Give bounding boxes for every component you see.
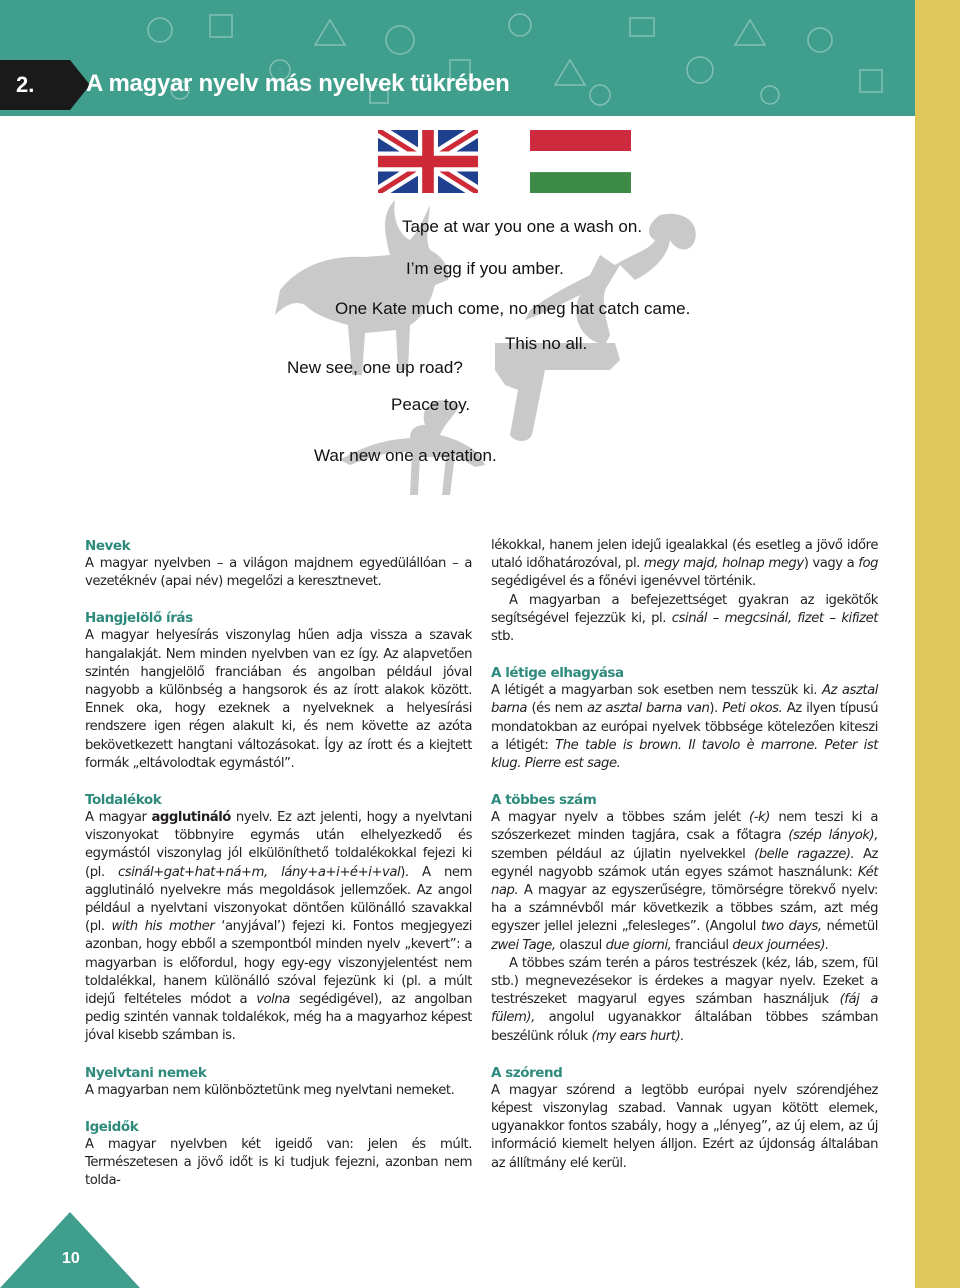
flag-uk-icon <box>378 130 478 193</box>
section-heading: A szórend <box>491 1064 563 1081</box>
header-pattern-decoration <box>120 0 915 116</box>
paragraph: A létigét a magyarban sok esetben nem tesszük ki. Az asztal barna (és nem az asztal barna van). Peti okos. Az ilyen típusú mondatokban az európai nyelvek többsége kötelezően kiteszi a létigét: The table is brown. Il tavolo è marrone. Peter ist klug. Pierre est sage. <box>491 683 879 772</box>
flag-hungary-icon <box>530 130 631 193</box>
paragraph: A magyarban nem különböztetünk meg nyelvtani nemeket. <box>85 1082 455 1098</box>
left-text-column <box>85 537 472 1190</box>
paragraph: A magyar nyelvben – a világon majdnem egyedülállóan – a vezetéknév (apai név) megelőzi a keresztnevet. <box>85 556 472 590</box>
section-heading: A többes szám <box>491 792 597 809</box>
paragraph: A magyarban a befejezettséget gyakran az igekötők segítségével fejezzük ki, pl. csinál – megcsinál, fizet – kifizet stb. <box>491 592 878 645</box>
paragraph: A magyar agglutináló nyelv. Ez azt jelenti, hogy a nyelvtani viszonyokat többnyire egymás után elhelyezkedő és egymástól viszonylag jól elkülöníthető toldalékokkal fejezi ki (pl. csinál+gat+hat+ná+m, lány+a+i+é+i+val). A nem agglutináló nyelvekre más megoldások jellemzőek. Az angol például a nyelvtani viszonyokat döntően különálló szavakkal (pl. with his mother ‘anyjával’) fejezi ki. Fontos megjegyezi azonban, hogy ebből a szempontból minden nyelv „kevert”: a magyarban is előfordul, hogy egy-egy viszonyjelentést nem toldalékkal, hanem különálló szóval fejezünk ki (pl. a múlt idejű feltételes módot a volna segédigével), az angolban pedig szintén vannak toldalékok, még ha a magyarhoz képest jóval kisebb számban is. <box>85 810 472 1044</box>
paragraph: A magyar nyelvben két igeidő van: jelen és múlt. Természetesen a jövő időt is ki tudjuk fejezni, azonban nem tolda- <box>85 1136 472 1189</box>
pun-line: One Kate much come, no meg hat catch came. <box>335 299 691 318</box>
pun-line: New see, one up road? <box>287 358 463 377</box>
pun-line: Peace toy. <box>391 395 471 414</box>
page-number: 10 <box>62 1250 80 1267</box>
pun-line: I’m egg if you amber. <box>406 259 564 278</box>
right-text-column <box>491 537 878 1173</box>
chapter-header <box>0 0 915 116</box>
paragraph: A magyar szórend a legtöbb európai nyelv szórendjéhez képest viszonylag szabad. Vannak ugyan kötött elemek, ugyanakkor fontos szabály, hogy a „lényeg”, az új elem, az új információ kiemelt helyen álljon. Ezért az újdonság általában az állítmány elé kerül. <box>491 1082 878 1171</box>
section-heading: Igeidők <box>85 1118 139 1135</box>
pistol-silhouette-icon <box>495 343 620 441</box>
section-heading: A létige elhagyása <box>491 665 624 682</box>
paragraph: A magyar helyesírás viszonylag hűen adja vissza a szavak hangalakját. Nem minden nyelvben van ez így. Az alapvetően szintén hangjelölő franciában és angolban például jóval nagyobb a különbség a hangsorok és az írott alakok között. Ennek oka, hogy ezeknek a nyelveknek a helyesírási rendszere igen régen alakult ki, és nem követte az azóta bekövetkezett hangtani változásokat. Így az írott és a kiejtett formák „eltávolodtak egymástól”. <box>85 628 472 771</box>
section-heading: Hangjelölő írás <box>85 610 193 627</box>
paragraph: A többes szám terén a páros testrészek (kéz, láb, szem, fül stb.) megnevezésekor is érdekes a magyar nyelv. Ezeket a testrészeket magyarul egyes számban használjuk (fáj a fülem), angolul ugyanakkor általában többes számban beszélünk róluk (my ears hurt). <box>491 955 879 1044</box>
chapter-number-badge <box>0 60 70 110</box>
section-heading: Nevek <box>85 538 131 554</box>
chapter-number: 2. <box>16 72 35 97</box>
paragraph: A magyar nyelv a többes szám jelét (-k) nem teszi ki a szószerkezet minden tagjára, csak a főtagra (szép lányok), szemben például az újlatin nyelvekkel (belle ragazze). Az egynél nagyobb számok után egyes számot használunk: Két nap. A magyar az egyszerűségre, tömörségre törekvő nyelv: ha a számnévből már következik a többes szám, azt még egyszer jellel jelezni „felesleges”. (Angolul two days, németül zwei Tage, olaszul due giorni, franciául deux journées). <box>491 810 878 953</box>
section-heading: Toldalékok <box>85 792 162 809</box>
page-edge-strip <box>915 0 960 1288</box>
chapter-title: A magyar nyelv más nyelvek tükrében <box>86 70 510 97</box>
pun-line: War new one a vetation. <box>314 446 497 465</box>
section-heading: Nyelvtani nemek <box>85 1064 207 1081</box>
paragraph: lékokkal, hanem jelen idejű igealakkal (és esetleg a jövő időre utaló időhatározóval, pl. megy majd, holnap megy) vagy a fog segédigével és a főnévi igenévvel történik. <box>491 538 878 590</box>
pun-line: Tape at war you one a wash on. <box>402 217 643 236</box>
pun-line: This no all. <box>505 334 588 353</box>
